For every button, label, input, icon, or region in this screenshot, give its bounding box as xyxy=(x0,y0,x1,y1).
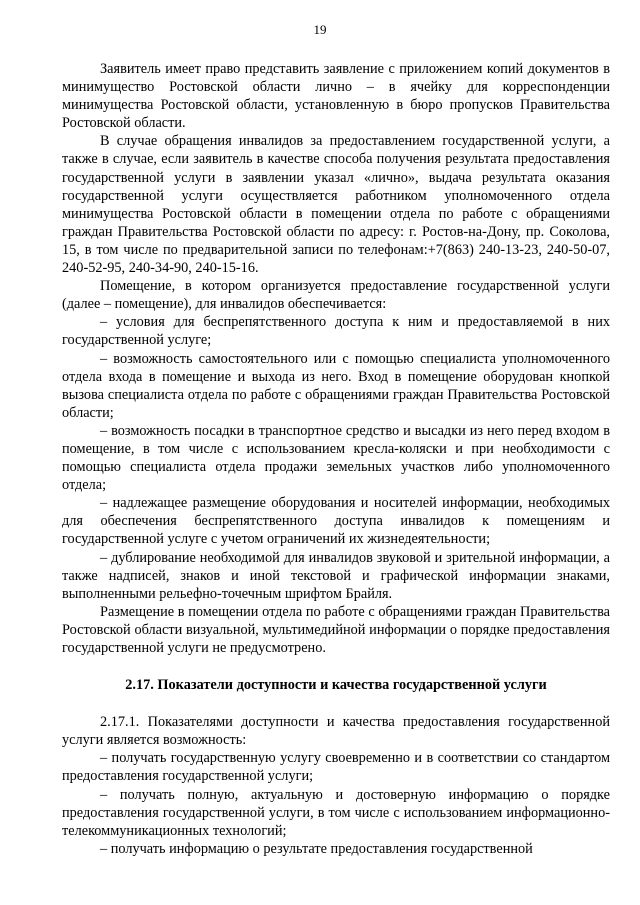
list-item-vehicle-boarding: – возможность посадки в транспортное средство и высадки из него перед входом в помещение, в том числе с использованием кресла-коляски и при необходимости с помощью специалиста отдела продажи земельных участков либо уполномоченного отдела; xyxy=(62,422,610,494)
paragraph-disabled-persons-delivery: В случае обращения инвалидов за предоставлением государственной услуги, а также в случае, если заявитель в качестве способа получения результата предоставления государственной услуги в заявлении указал «лично», выдача результата оказания государственной услуги осуществляется работником уполномоченного отдела минимущества Ростовской области в помещении отдела по работе с обращениями граждан Правительства Ростовской области по адресу: г. Ростов-на-Дону, пр. Соколова, 15, в том числе по предварительной записи по телефонам:+7(863) 240-13-23, 240-50-07, 240-52-95, 240-34-90, 240-15-16. xyxy=(62,133,610,277)
list-item-entry-exit: – возможность самостоятельного или с помощью специалиста уполномоченного отдела входа в помещение и выхода из него. Вход в помещение оборудован кнопкой вызова специалиста отдела по работе с обращениями граждан Правительства Ростовской области; xyxy=(62,350,610,421)
paragraph-premises-intro: Помещение, в котором организуется предоставление государственной услуги (далее – помещение), для инвалидов обеспечивается: xyxy=(62,278,610,313)
paragraph-indicators-intro: 2.17.1. Показателями доступности и качества предоставления государственной услуги является возможность: xyxy=(62,714,610,749)
paragraph-submission-right: Заявитель имеет право представить заявление с приложением копий документов в минимущество Ростовской области лично – в ячейку для корреспонденции минимущества Ростовской области, установленную в бюро пропусков Правительства Ростовской области. xyxy=(62,61,610,132)
list-item-timely-service: – получать государственную услугу своевременно и в соответствии со стандартом предоставления государственной услуги; xyxy=(62,750,610,785)
list-item-full-information: – получать полную, актуальную и достоверную информацию о порядке предоставления государственной услуги, в том числе с использованием информационно-телекоммуникационных технологий; xyxy=(62,786,610,839)
section-heading: 2.17. Показатели доступности и качества государственной услуги xyxy=(125,677,547,694)
list-item-unobstructed-access: – условия для беспрепятственного доступа к ним и предоставляемой в них государственной услуге; xyxy=(62,314,610,349)
list-item-braille-duplication: – дублирование необходимой для инвалидов звуковой и зрительной информации, а также надписей, знаков и иной текстовой и графической информации знаками, выполненными рельефно-точечным шрифтом Брайля. xyxy=(62,549,610,602)
list-item-result-information: – получать информацию о результате предоставления государственной xyxy=(100,840,533,857)
list-item-equipment-placement: – надлежащее размещение оборудования и носителей информации, необходимых для обеспечения беспрепятственного доступа инвалидов к помещениям и государственной услуге с учетом ограничений их жизнедеятельности; xyxy=(62,495,610,548)
document-body xyxy=(62,60,610,858)
paragraph-multimedia-not-provided: Размещение в помещении отдела по работе с обращениями граждан Правительства Ростовской области визуальной, мультимедийной информации о порядке предоставления государственной услуги не предусмотрено. xyxy=(62,603,610,656)
page-number: 19 xyxy=(313,22,327,37)
